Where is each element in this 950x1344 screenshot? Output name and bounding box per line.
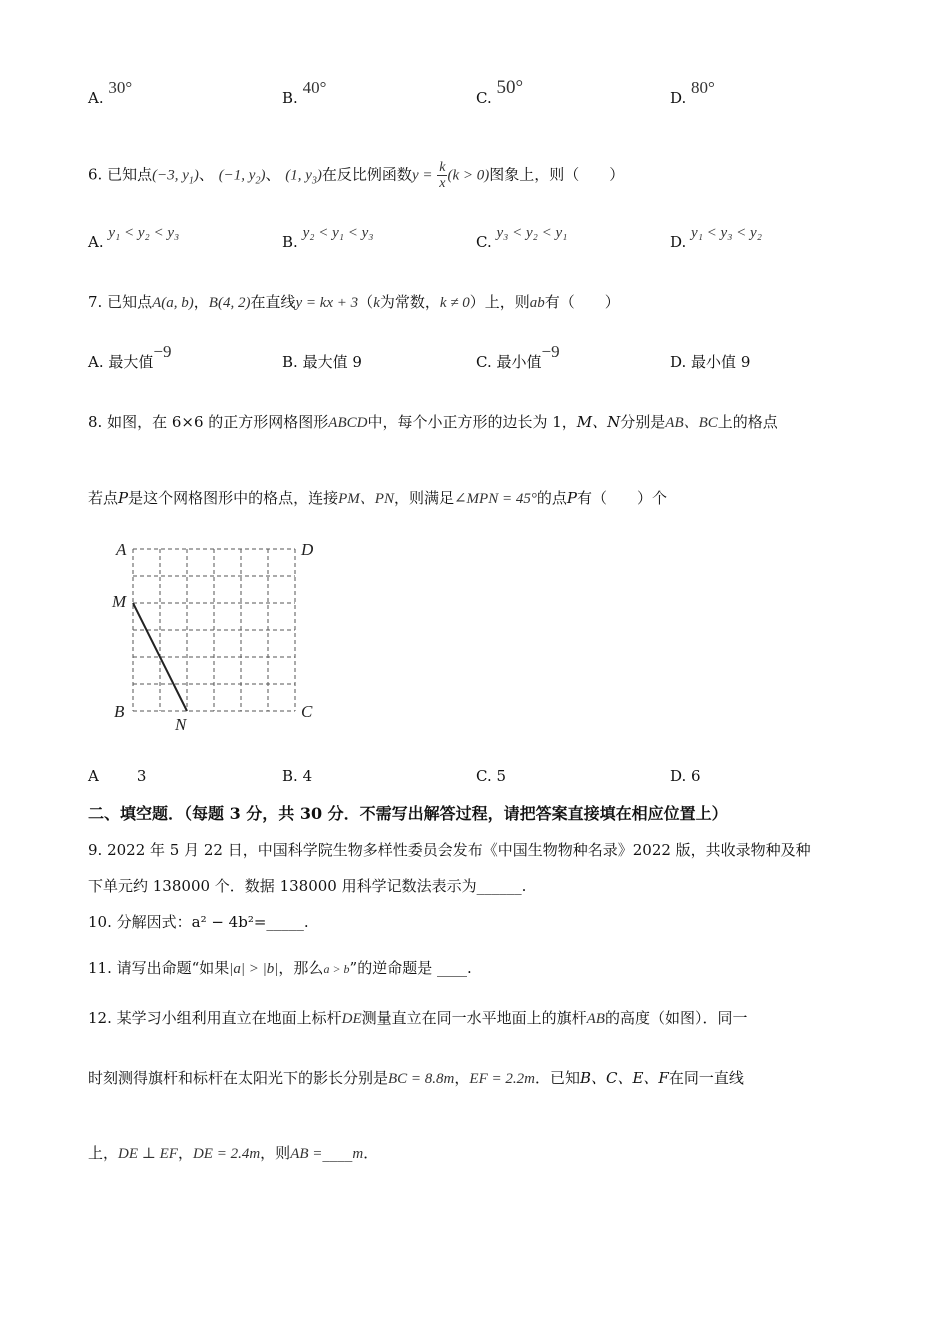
q6-option-a: A. y₁ < y₂ < y₃ — [88, 225, 180, 251]
q9-line1: 9. 2022 年 5 月 22 日，中国科学院生物多样性委员会发布《中国生物物种名录》2022 版，共收录物种及种 — [88, 841, 811, 859]
label-n: N — [175, 715, 187, 734]
q5-option-a: A. 30° — [88, 78, 133, 107]
q8-option-b: B. 4 — [282, 767, 313, 785]
q6-fraction: $\frac{k}{x}$ — [439, 160, 446, 191]
q5-option-d: D. 80° — [670, 78, 715, 107]
q8-grid-figure — [100, 535, 330, 740]
label-c: C — [301, 702, 313, 721]
q8-stem-line2: 若点P是这个网格图形中的格点，连接PM、PN，则满足∠MPN = 45°的点P有（ ）个 — [88, 489, 667, 507]
q6-option-d: D. y₁ < y₃ < y₂ — [670, 225, 762, 251]
label-b: B — [114, 702, 125, 721]
q9-line2: 下单元约 138000 个．数据 138000 用科学记数法表示为______. — [88, 877, 527, 895]
q8-stem-line1: 8. 如图，在 6×6 的正方形网格图形ABCD中，每个小正方形的边长为 1，M、N分别是AB、BC上的格点 — [88, 413, 778, 431]
q5-option-b: B. 40° — [282, 78, 327, 107]
q12-line3: 上，DE ⊥ EF，DE = 2.4m，则AB =____m． — [88, 1144, 379, 1162]
label-m: M — [112, 592, 127, 611]
q8-option-a: A 3 — [88, 767, 147, 785]
q6-option-c: C. y₃ < y₂ < y₁ — [476, 225, 568, 251]
q11-text: 11. 请写出命题“如果|a| > |b|，那么a > b”的逆命题是 ____. — [88, 959, 472, 977]
q12-line1: 12. 某学习小组利用直立在地面上标杆DE测量直立在同一水平地面上的旗杆AB的高度（如图）．同一 — [88, 1009, 748, 1027]
q7-option-b: B. 最大值 9 — [282, 353, 362, 371]
q8-option-c: C. 5 — [476, 767, 507, 785]
q12-line2: 时刻测得旗杆和标杆在太阳光下的影长分别是BC = 8.8m，EF = 2.2m．已知B、C、E、F在同一直线 — [88, 1069, 744, 1087]
q7-option-a: A. 最大值−9 — [88, 342, 172, 371]
label-a: A — [116, 540, 127, 559]
q7-option-c: C. 最小值−9 — [476, 342, 560, 371]
q12-answer-blank[interactable]: ____ — [322, 1144, 353, 1162]
label-d: D — [301, 540, 314, 559]
q5-option-c: C. 50° — [476, 77, 524, 107]
q7-option-d: D. 最小值 9 — [670, 353, 751, 371]
q7-stem: 7. 已知点A(a, b)，B(4, 2)在直线y = kx + 3（k为常数，k ≠ 0）上，则ab有（ ） — [88, 293, 620, 311]
q8-option-d: D. 6 — [670, 767, 701, 785]
q6-option-b: B. y₂ < y₁ < y₃ — [282, 225, 374, 251]
section2-heading: 二、填空题．（每题 3 分，共 30 分．不需写出解答过程，请把答案直接填在相应位置上） — [88, 804, 728, 823]
q6-stem: 6. 已知点(−3, $y_1$)、 (−1, $y_2$)、 (1, $y_3$)在反比例函数y = $\frac{k}{x}$ (k > 0)图象上，则（ ） — [88, 160, 625, 191]
q10-text: 10. 分解因式：a² − 4b²=_____. — [88, 913, 309, 931]
